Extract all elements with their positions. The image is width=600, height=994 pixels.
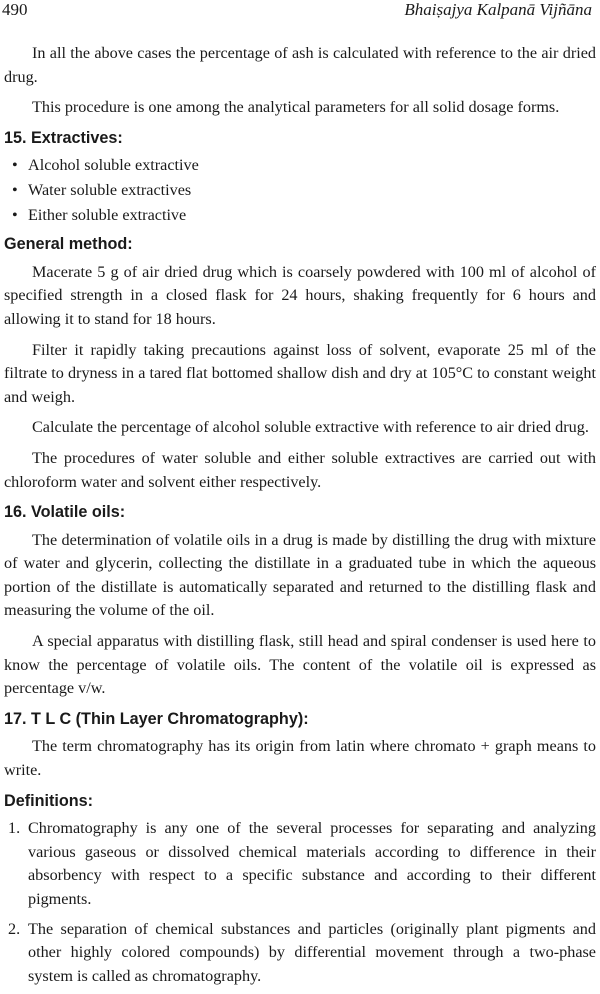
running-title: Bhaiṣajya Kalpanā Vijñāna xyxy=(404,0,592,19)
tlc-heading: 17. T L C (Thin Layer Chromatography): xyxy=(4,709,309,728)
list-item: • Water soluble extractives xyxy=(8,179,596,203)
definitions-list xyxy=(4,817,596,988)
volatile-oils-paragraph-2: A special apparatus with distilling flask, still head and spiral condenser is used here to know the percentage of volatile oils. The content of the volatile oil is expressed as percentage v/w. xyxy=(4,632,596,698)
page-body xyxy=(4,42,596,994)
general-method-paragraph-2: Filter it rapidly taking precautions against loss of solvent, evaporate 25 ml of the filtrate to dryness in a tared flat bottomed shallow dish and dry at 105°C to constant weight and weigh. xyxy=(4,340,596,406)
list-item: 2. The separation of chemical substances and particles (originally plant pigments and other highly colored compounds) by differential movement through a two-phase system is called as chromatography. xyxy=(8,919,596,985)
bullet-icon: • xyxy=(12,180,18,199)
list-item: 1. Chromatography is any one of the several processes for separating and analyzing various gaseous or dissolved chemical materials according to difference in their absorbency with respect to a specific substance and according to their different pigments. xyxy=(8,819,596,908)
page-number: 490 xyxy=(2,0,28,19)
general-method-paragraph-1: Macerate 5 g of air dried drug which is coarsely powdered with 100 ml of alcohol of specified strength in a closed flask for 24 hours, shaking frequently for 6 hours and allowing it to stand for 18 hours. xyxy=(4,262,596,328)
intro-paragraph-2: This procedure is one among the analytical parameters for all solid dosage forms. xyxy=(32,98,560,117)
general-method-paragraph-4: The procedures of water soluble and either soluble extractives are carried out with chloroform water and solvent either respectively. xyxy=(4,448,596,491)
extractives-list xyxy=(4,154,596,227)
list-item: • Either soluble extractive xyxy=(8,204,596,228)
bullet-icon: • xyxy=(12,205,18,224)
general-method-heading: General method: xyxy=(4,235,133,254)
tlc-paragraph-1: The term chromatography has its origin from latin where chromato + graph means to write. xyxy=(4,737,596,780)
volatile-oils-paragraph-1: The determination of volatile oils in a drug is made by distilling the drug with mixture of water and glycerin, collecting the distillate in a graduated tube in which the aqueous portion of the distillate is automatically separated and returned to the distilling flask and measuring the volume of the oil. xyxy=(4,530,596,620)
bullet-icon: • xyxy=(12,156,18,175)
general-method-paragraph-3: Calculate the percentage of alcohol soluble extractive with reference to air dried drug. xyxy=(32,418,589,437)
volatile-oils-heading: 16. Volatile oils: xyxy=(4,503,126,522)
intro-paragraph-1: In all the above cases the percentage of ash is calculated with reference to the air dried drug. xyxy=(4,44,596,86)
extractives-heading: 15. Extractives: xyxy=(4,128,123,147)
list-item: • Alcohol soluble extractive xyxy=(8,154,596,178)
definitions-heading: Definitions: xyxy=(4,791,94,810)
page-header xyxy=(0,0,600,28)
